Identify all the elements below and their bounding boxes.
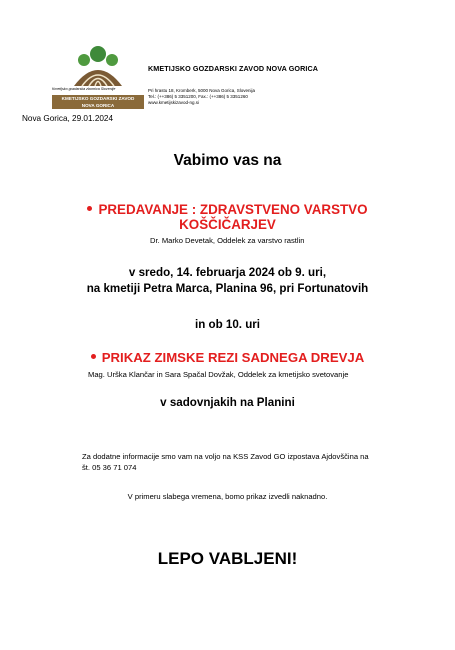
lecture-title-line2: KOŠČIČARJEV <box>179 217 276 232</box>
demo-title <box>0 350 455 365</box>
logo-band-line1: KMETIJSKO GOZDARSKI ZAVOD <box>61 96 135 101</box>
logo-caption: Kmetijsko gozdarska zbornica Slovenije <box>52 87 116 91</box>
weather-note: V primeru slabega vremena, bomo prikaz izvedli naknadno. <box>127 492 328 501</box>
logo-emblem-icon <box>70 44 126 88</box>
bullet-icon <box>91 354 96 359</box>
demo-when: in ob 10. uri <box>194 318 261 331</box>
document-date: Nova Gorica, 29.01.2024 <box>22 114 114 123</box>
lecture-title-line1: PREDAVANJE : ZDRAVSTVENO VARSTVO <box>98 202 368 217</box>
demo-title-text: PRIKAZ ZIMSKE REZI SADNEGA DREVJA <box>101 350 365 365</box>
contact-info <box>82 452 369 473</box>
demo-speakers: Mag. Urška Klančar in Sara Spačal Dovžak, Oddelek za kmetijsko svetovanje <box>88 370 349 379</box>
bullet-icon <box>87 206 92 211</box>
invite-heading: Vabimo vas na <box>173 152 282 169</box>
demo-where: v sadovnjakih na Planini <box>160 396 295 409</box>
website-link[interactable]: www.kmetijskizavod-ng.si <box>148 100 200 105</box>
lecture-when: v sredo, 14. februarja 2024 ob 9. uri, <box>128 266 327 279</box>
phone-line: Tel.: (++386) 5 3351200, Fax.: (++386) 5 3351260 <box>148 94 248 99</box>
lecture-where: na kmetiji Petra Marca, Planina 96, pri Fortunatovih <box>86 282 369 295</box>
logo-band <box>52 95 144 109</box>
lecture-title <box>0 202 455 217</box>
contact-info-line1: Za dodatne informacije smo vam na voljo na KSS Zavod GO izpostava Ajdovščina na <box>82 452 369 461</box>
contact-phone: št. 05 36 71 074 <box>82 462 137 472</box>
logo-band-line2: NOVA GORICA <box>81 103 115 108</box>
org-name: KMETIJSKO GOZDARSKI ZAVOD NOVA GORICA <box>148 64 319 73</box>
lecture-speaker: Dr. Marko Devetak, Oddelek za varstvo rastlin <box>150 236 305 245</box>
logo <box>52 44 142 114</box>
address-line: Pri hrastu 18, Kromberk, 5000 Nova Gorica, Slovenija <box>148 88 256 93</box>
closing-text: LEPO VABLJENI! <box>157 549 298 568</box>
